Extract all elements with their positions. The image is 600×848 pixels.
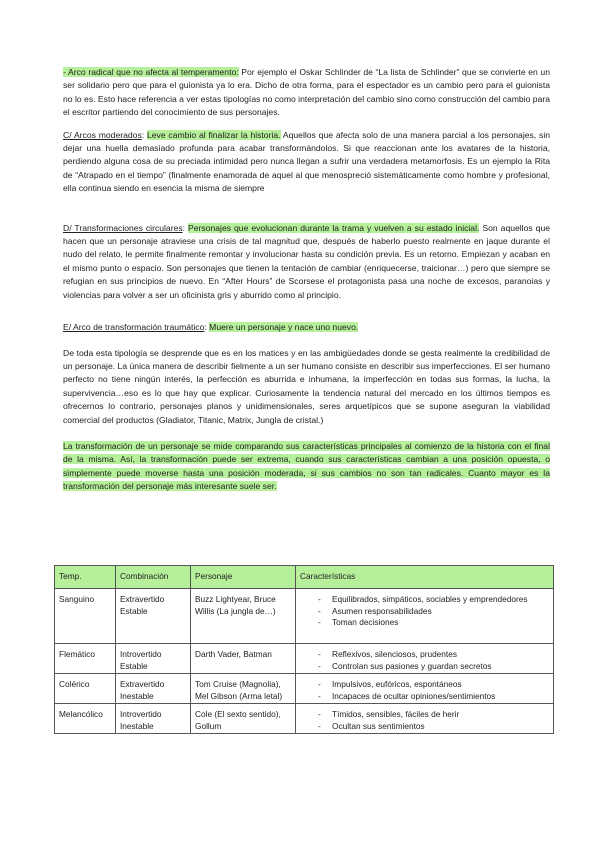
list-item: - Ocultan sus sentimientos xyxy=(318,721,549,733)
heading-colon: : xyxy=(141,129,147,140)
combination-line: Extravertido xyxy=(120,594,165,604)
cell-characteristics xyxy=(296,674,554,704)
circular-transformations-text: Son aquellos que hacen que un personaje atraviese una crisis de tal magnitud que, después de haberlo puesto realmente en jaque durante el nudo del relato, le permite finalmente remontar y involucionar hasta su condición previa. Es un retorno. Empiezan y acaban en el mismo punto o espacio. Son personajes que tienen la tentación de cambiar (enriquecerse, traicionar…) pero que siempre se refugian en sus principios de nuevo. En “After Hours” de Scorsese el protagonista pasa una noche de excesos, paranoias y violencias para volver a ser un oficinista gris y aburrido como al principio. xyxy=(63,222,550,300)
list-item: - Reflexivos, silenciosos, prudentes xyxy=(318,649,549,661)
cell-combination xyxy=(116,644,191,674)
cell-character: Cole (El sexto sentido), Gollum xyxy=(191,704,296,734)
cell-characteristics xyxy=(296,704,554,734)
radical-arc-text: Por ejemplo el Oskar Schlinder de “La lista de Schlinder” que se convierte en un ser solidario pero que para el guionista ya lo era. Dicho de otra forma, para el espectador es un cambio pero para el guionista no lo es. Esto hace referencia a ver estas tipologías no como interpretación del cambio sino como construcción del cambio para el escritor partiendo del conocimiento de sus personajes. xyxy=(63,67,550,118)
header-character: Personaje xyxy=(191,566,296,589)
cell-combination xyxy=(116,704,191,734)
combination-line: Inestable xyxy=(120,720,154,731)
list-item: - Impulsivos, eufóricos, espontáneos xyxy=(318,679,549,691)
cell-temp: Flemático xyxy=(55,644,116,674)
heading-colon: : xyxy=(182,222,189,233)
combination-line: Estable xyxy=(120,660,148,671)
highlight-radical-arc: - Arco radical que no afecta al temperamento: xyxy=(63,67,239,77)
combination-line: Introvertido xyxy=(120,709,162,719)
table-row xyxy=(55,589,554,644)
list-item: - Tímidos, sensibles, fáciles de herir xyxy=(318,709,549,721)
table-row xyxy=(55,674,554,704)
list-item: - Asumen responsabilidades xyxy=(318,606,549,618)
paragraph-circular-transformations xyxy=(63,222,550,302)
highlight-transformation-measure: La transformación de un personaje se mide comparando sus características principales al comienzo de la historia con el final de la misma. Así, la transformación puede ser extrema, cuando sus características cambian a una posición opuesta, o simplemente puede moverse hasta una posición moderada, si sus cambios no son tan radicales. Cuanto mayor es la transformación del personaje más interesante suele ser. xyxy=(63,440,550,492)
paragraph-transformation-measure xyxy=(63,440,550,494)
cell-characteristics xyxy=(296,589,554,644)
cell-temp: Colérico xyxy=(55,674,116,704)
combination-line: Extravertido xyxy=(120,679,165,689)
header-temp: Temp. xyxy=(55,566,116,589)
header-combination: Combinación xyxy=(116,566,191,589)
cell-character: Tom Cruise (Magnolia), Mel Gibson (Arma letal) xyxy=(191,674,296,704)
characteristics-list xyxy=(300,649,549,672)
characteristics-list xyxy=(300,594,549,629)
table-row xyxy=(55,644,554,674)
paragraph-moderate-arcs xyxy=(63,129,550,196)
characteristics-list xyxy=(300,709,549,732)
cell-temp: Sanguino xyxy=(55,589,116,644)
heading-colon: : xyxy=(204,322,210,333)
heading-traumatic-arc: E/ Arco de transformación traumático xyxy=(63,322,205,333)
cell-combination xyxy=(116,674,191,704)
combination-line: Estable xyxy=(120,605,148,616)
moderate-arcs-text: Aquellos que afecta solo de una manera parcial a los personajes, sin dejar una huella demasiado profunda para acabar transformándolos. Si que reaccionan ante los avatares de la historia, perdiendo alguna cosa de su preciada intimidad pero nunca llegan a sufrir una verdadera metamorfosis. Es un ejemplo la Rita de “Atrapado en el tiempo” (finalmente enamorada de aquel al que menospreció sistemáticamente como hombre y profesional, ella continua siendo en esencia la misma de siempre xyxy=(63,129,551,194)
paragraph-traumatic-arc xyxy=(63,321,550,334)
heading-circular-transformations: D/ Transformaciones circulares xyxy=(63,222,183,233)
table-row xyxy=(55,704,554,734)
cell-combination xyxy=(116,589,191,644)
document-body xyxy=(63,66,550,494)
paragraph-radical-arc xyxy=(63,66,550,120)
paragraph-typology-conclusion: De toda esta tipología se desprende que es en los matices y en las ambigüedades donde se gesta realmente la credibilidad de un personaje. La única manera de describir fielmente a un ser humano consiste en describir sus imperfecciones. El ser humano perfecto no tiene ningún interés, la perfección es aburrida e inhumana, la imperfección en todas sus formas, la lucha, la supervivencia…eso es lo que hay que explicar. Curiosamente la tendencia natural del mercado en los últimos tiempos es ofrecernos lo contrario, personajes planos y unidimensionales, seres arquetípicos que se supone aseguran la viabilidad comercial del productos (Gladiator, Titanic, Matrix, Jungla de cristal.) xyxy=(63,347,550,425)
heading-moderate-arcs: C/ Arcos moderados xyxy=(63,129,142,140)
temperament-table xyxy=(54,565,554,734)
cell-character: Buzz Lightyear, Bruce Willis (La jungla de…) xyxy=(191,589,296,644)
combination-line: Inestable xyxy=(120,690,154,701)
cell-characteristics xyxy=(296,644,554,674)
list-item: - Equilibrados, simpáticos, sociables y emprendedores xyxy=(318,594,549,606)
cell-character: Darth Vader, Batman xyxy=(191,644,296,674)
header-characteristics: Características xyxy=(296,566,554,589)
table-header-row xyxy=(55,566,554,589)
highlight-traumatic-arc: Muere un personaje y nace uno nuevo. xyxy=(209,322,359,333)
list-item: - Incapaces de ocultar opiniones/sentimientos xyxy=(318,691,549,703)
highlight-moderate-arcs: Leve cambio al finalizar la historia. xyxy=(146,129,281,140)
combination-line: Introvertido xyxy=(120,649,162,659)
highlight-circular-transformations: Personajes que evolucionan durante la trama y vuelven a su estado inicial. xyxy=(188,222,480,233)
cell-temp: Melancólico xyxy=(55,704,116,734)
list-item: - Toman decisiones xyxy=(318,617,549,629)
list-item: - Controlan sus pasiones y guardan secretos xyxy=(318,661,549,673)
characteristics-list xyxy=(300,679,549,702)
